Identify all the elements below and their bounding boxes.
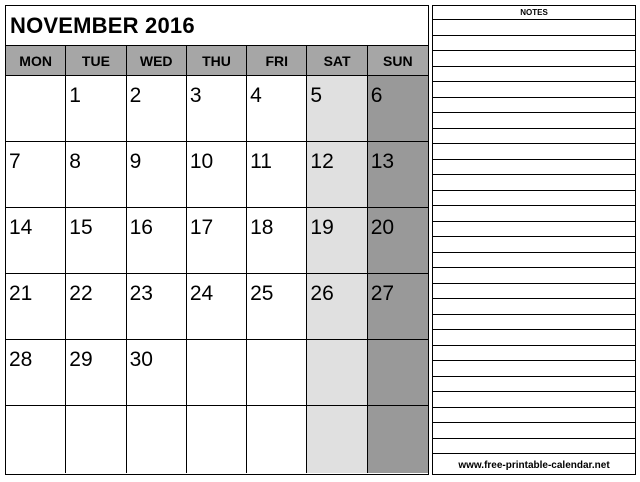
note-line bbox=[433, 191, 635, 207]
note-line bbox=[433, 408, 635, 424]
week-row bbox=[6, 340, 428, 406]
day-cell bbox=[6, 76, 66, 142]
note-line bbox=[433, 377, 635, 393]
note-line bbox=[433, 423, 635, 439]
day-cell: 25 bbox=[247, 274, 307, 340]
day-cell: 30 bbox=[127, 340, 187, 406]
week-row bbox=[6, 76, 428, 142]
note-line bbox=[433, 144, 635, 160]
day-cell: 13 bbox=[368, 142, 428, 208]
weekday-mon: MON bbox=[6, 46, 66, 76]
day-cell: 19 bbox=[307, 208, 367, 274]
day-cell: 10 bbox=[187, 142, 247, 208]
day-cell bbox=[368, 406, 428, 473]
note-line bbox=[433, 175, 635, 191]
note-line bbox=[433, 82, 635, 98]
day-cell: 22 bbox=[66, 274, 126, 340]
note-line bbox=[433, 392, 635, 408]
note-line bbox=[433, 129, 635, 145]
note-line bbox=[433, 299, 635, 315]
note-line bbox=[433, 67, 635, 83]
weekday-fri: FRI bbox=[247, 46, 307, 76]
note-line bbox=[433, 98, 635, 114]
weekday-wed: WED bbox=[127, 46, 187, 76]
weekday-header-row bbox=[6, 46, 428, 76]
note-line bbox=[433, 160, 635, 176]
note-line bbox=[433, 268, 635, 284]
day-cell bbox=[6, 406, 66, 473]
note-line bbox=[433, 330, 635, 346]
note-line bbox=[433, 361, 635, 377]
day-cell: 1 bbox=[66, 76, 126, 142]
day-cell: 23 bbox=[127, 274, 187, 340]
note-line bbox=[433, 253, 635, 269]
weekday-sat: SAT bbox=[307, 46, 367, 76]
day-cell bbox=[307, 406, 367, 473]
day-cell: 12 bbox=[307, 142, 367, 208]
note-line bbox=[433, 439, 635, 455]
day-cell: 8 bbox=[66, 142, 126, 208]
day-cell: 28 bbox=[6, 340, 66, 406]
week-row bbox=[6, 208, 428, 274]
day-cell: 14 bbox=[6, 208, 66, 274]
note-line bbox=[433, 206, 635, 222]
note-line bbox=[433, 20, 635, 36]
note-line bbox=[433, 284, 635, 300]
day-cell bbox=[307, 340, 367, 406]
week-row bbox=[6, 406, 428, 472]
day-cell bbox=[187, 406, 247, 473]
day-cell: 24 bbox=[187, 274, 247, 340]
day-cell: 27 bbox=[368, 274, 428, 340]
day-cell: 2 bbox=[127, 76, 187, 142]
day-cell: 18 bbox=[247, 208, 307, 274]
day-cell: 11 bbox=[247, 142, 307, 208]
note-line bbox=[433, 36, 635, 52]
day-cell: 5 bbox=[307, 76, 367, 142]
weekday-thu: THU bbox=[187, 46, 247, 76]
day-cell: 4 bbox=[247, 76, 307, 142]
day-cell: 26 bbox=[307, 274, 367, 340]
calendar-panel bbox=[5, 5, 429, 475]
notes-title: NOTES bbox=[433, 6, 635, 20]
weekday-tue: TUE bbox=[66, 46, 126, 76]
day-cell bbox=[187, 340, 247, 406]
day-cell bbox=[66, 406, 126, 473]
note-line bbox=[433, 237, 635, 253]
note-line bbox=[433, 346, 635, 362]
day-cell: 7 bbox=[6, 142, 66, 208]
day-cell: 20 bbox=[368, 208, 428, 274]
note-line bbox=[433, 113, 635, 129]
day-cell: 17 bbox=[187, 208, 247, 274]
footer-url: www.free-printable-calendar.net bbox=[458, 460, 610, 471]
weekday-sun: SUN bbox=[368, 46, 428, 76]
week-row bbox=[6, 274, 428, 340]
day-cell: 9 bbox=[127, 142, 187, 208]
note-line bbox=[433, 315, 635, 331]
day-cell: 6 bbox=[368, 76, 428, 142]
day-cell: 15 bbox=[66, 208, 126, 274]
note-line bbox=[433, 222, 635, 238]
day-cell bbox=[247, 340, 307, 406]
notes-panel bbox=[432, 5, 636, 475]
day-cell: 3 bbox=[187, 76, 247, 142]
day-cell bbox=[127, 406, 187, 473]
day-cell: 21 bbox=[6, 274, 66, 340]
day-cell bbox=[368, 340, 428, 406]
note-line bbox=[433, 51, 635, 67]
weeks-container bbox=[6, 76, 428, 472]
notes-lines bbox=[433, 20, 635, 458]
week-row bbox=[6, 142, 428, 208]
calendar-title: NOVEMBER 2016 bbox=[6, 6, 428, 46]
day-cell: 16 bbox=[127, 208, 187, 274]
calendar-grid bbox=[6, 46, 428, 472]
day-cell bbox=[247, 406, 307, 473]
day-cell: 29 bbox=[66, 340, 126, 406]
